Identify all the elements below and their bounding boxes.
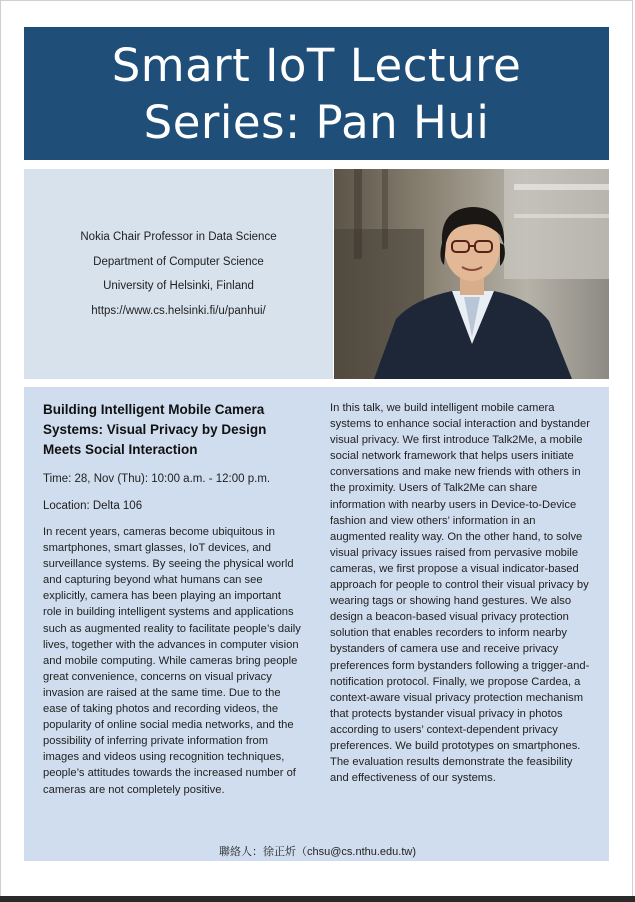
abstract-right-column [330,400,594,786]
speaker-url[interactable]: https://www.cs.helsinki.fi/u/panhui/ [91,304,266,317]
title-banner [24,27,609,160]
abstract-paragraph-1: In recent years, cameras become ubiquitous in smartphones, smart glasses, IoT devices, and surveillance systems. By seeing the physical world and capturing beyond what humans can see explicitly, camera has been playing an important role in building intelligent systems and applications such as augmented reality to facilitate people’s daily lives, together with the advances in computer vision and mobile computing. While cameras bring people great convenience, concerns on visual privacy invasion are raised at the same time. Due to the ease of taking photos and recording videos, the popularity of online social media networks, and the possibility of inferring private information from images and videos using recognition techniques, people’s attitudes towards the increased number of cameras are not completely positive. [43,526,301,796]
speaker-department: Department of Computer Science [93,255,264,268]
bottom-strip [0,896,635,902]
abstract-left-column [43,400,301,798]
speaker-photo [334,169,609,379]
contact-line: 聯絡人：徐正炘（chsu@cs.nthu.edu.tw) [219,846,416,858]
speaker-university: University of Helsinki, Finland [103,280,254,292]
speaker-position: Nokia Chair Professor in Data Science [80,231,277,243]
page-title: Smart IoT Lecture Series: Pan Hui [111,38,522,149]
speaker-info-panel [24,169,333,379]
talk-title: Building Intelligent Mobile Camera Systems: Visual Privacy by Design Meets Social Interaction [43,402,267,457]
abstract-paragraph-2: In this talk, we build intelligent mobile camera systems to enhance social interaction and bystander visual privacy. We first introduce Talk2Me, a mobile social network framework that helps users initiate conversations and make new friends with others in the proximity. Users of Talk2Me can share information with nearby users in Device-to-Device fashion and view others’ information in an augmented reality way. On the other hand, to solve visual privacy issues raised from pervasive mobile cameras, we first propose a visual indicator-based approach for people to control their visual privacy by wearing tags or showing hand gestures. We also design a beacon-based visual privacy protection solution that enables recorders to inform nearby bystanders of camera use and receive privacy preferences form bystanders following a trigger-and-notification protocol. Finally, we propose Cardea, a context-aware visual privacy protection mechanism that protects bystander visual privacy in photos according to users’ context-dependent privacy preferences. We build prototypes on smartphones. The evaluation results demonstrate the feasibility and effectiveness of our systems. [330,402,590,785]
talk-location: Location: Delta 106 [43,500,143,512]
talk-time: Time: 28, Nov (Thu): 10:00 a.m. - 12:00 p.m. [43,473,271,485]
